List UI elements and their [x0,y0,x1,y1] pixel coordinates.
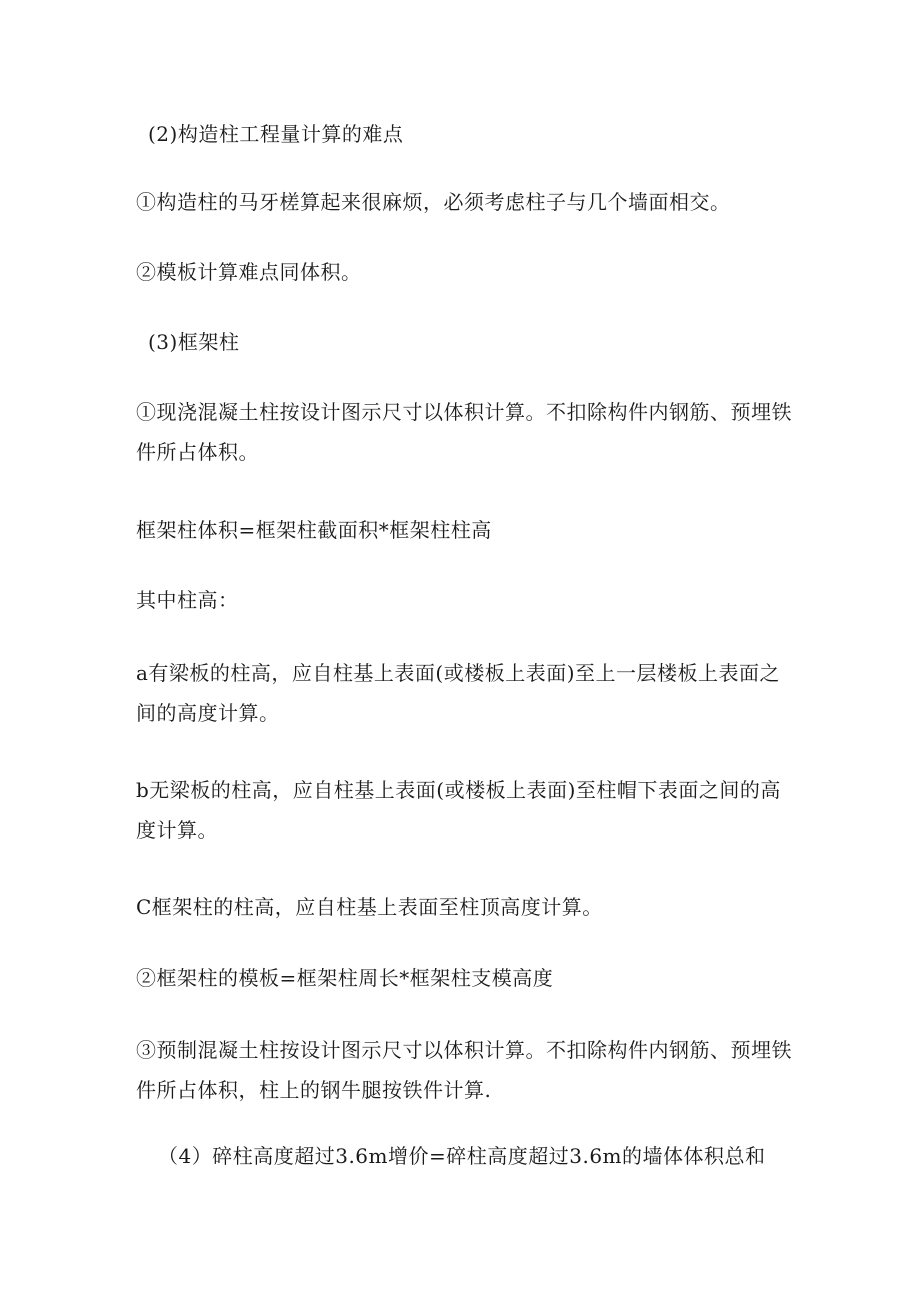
paragraph-2: ②模板计算难点同体积。 [136,260,362,284]
heading-2: (2)构造柱工程量计算的难点 [148,122,404,146]
paragraph-3: ①现浇混凝土柱按设计图示尺寸以体积计算。不扣除构件内钢筋、预埋铁件所占体积。 [136,400,792,464]
item-b: b无梁板的柱高，应自柱基上表面(或楼板上表面)至柱帽下表面之间的高度计算。 [136,778,781,842]
heading-4: （4）碎柱高度超过3.6m增价=碎柱高度超过3.6m的墙体体积总和 [158,1144,766,1168]
paragraph-5: ③预制混凝土柱按设计图示尺寸以体积计算。不扣除构件内钢筋、预埋铁件所占体积，柱上的钢牛腿按铁件计算. [136,1038,792,1102]
heading-3: (3)框架柱 [148,330,240,354]
formula-volume: 框架柱体积=框架柱截面积*框架柱柱高 [136,518,492,542]
formula-formwork: ②框架柱的模板=框架柱周长*框架柱支模高度 [136,966,554,990]
item-c: C框架柱的柱高，应自柱基上表面至柱顶高度计算。 [136,895,603,919]
paragraph-4: 其中柱高： [136,588,239,612]
paragraph-1: ①构造柱的马牙槎算起来很麻烦，必须考虑柱子与几个墙面相交。 [136,190,731,214]
item-a: a有梁板的柱高，应自柱基上表面(或楼板上表面)至上一层楼板上表面之间的高度计算。 [136,661,781,725]
